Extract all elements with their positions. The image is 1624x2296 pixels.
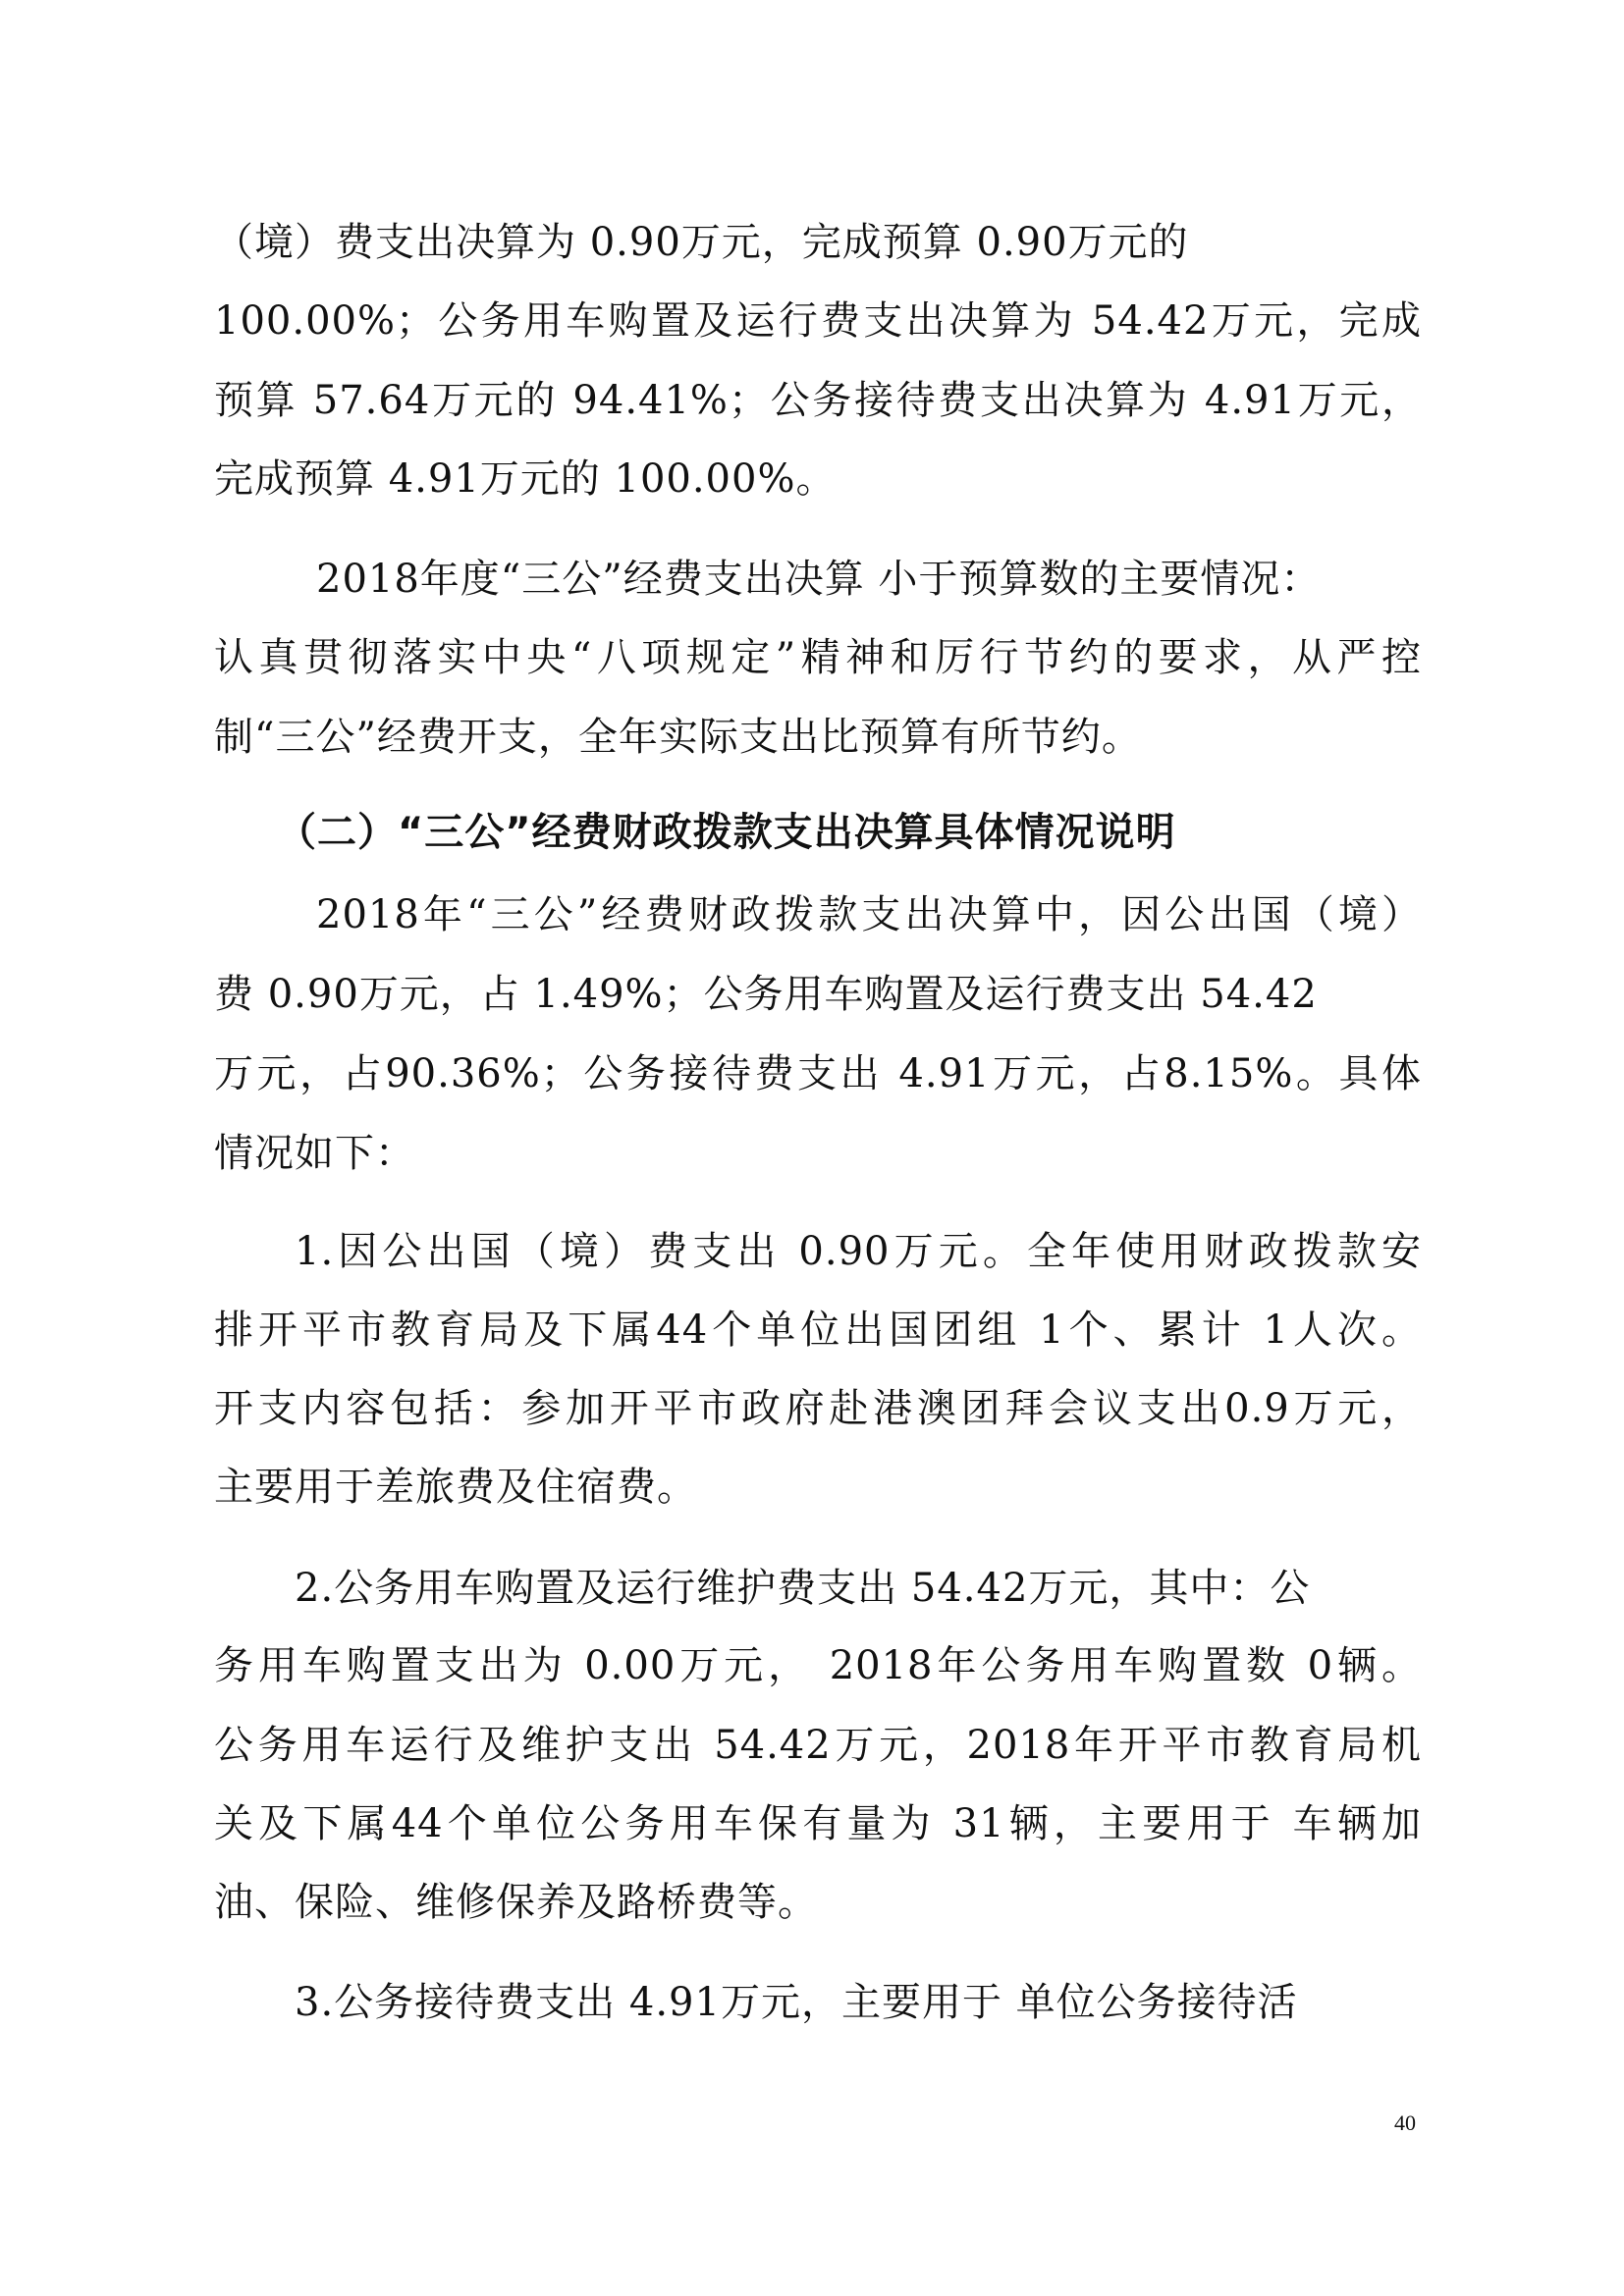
text-line-16: 主要用于差旅费及住宿费。: [214, 1465, 697, 1510]
text-line-6: 认真贯彻落实中央“八项规定”精神和厉行节约的要求，从严控: [214, 635, 1422, 680]
text-line-11: 万元，占90.36%；公务接待费支出 4.91万元，占8.15%。具体: [214, 1051, 1422, 1096]
text-line-5: 2018年度“三公”经费支出决算 小于预算数的主要情况：: [316, 557, 1322, 602]
text-line-7: 制“三公”经费开支，全年实际支出比预算有所节约。: [214, 715, 1142, 760]
text-line-17: 2.公务用车购置及运行维护费支出 54.42万元，其中：公: [295, 1566, 1311, 1611]
text-line-20: 关及下属44个单位公务用车保有量为 31辆，主要用于 车辆加: [214, 1801, 1422, 1846]
text-line-22: 3.公务接待费支出 4.91万元，主要用于 单位公务接待活: [295, 1980, 1298, 2025]
text-line-10: 费 0.90万元，占 1.49%；公务用车购置及运行费支出 54.42: [214, 972, 1318, 1017]
text-line-3: 预算 57.64万元的 94.41%；公务接待费支出决算为 4.91万元，: [214, 378, 1422, 423]
text-line-12: 情况如下：: [214, 1131, 415, 1176]
text-line-9: 2018年“三公”经费财政拨款支出决算中，因公出国（境）: [316, 892, 1422, 937]
text-line-18: 务用车购置支出为 0.00万元， 2018年公务用车购置数 0辆。: [214, 1643, 1422, 1688]
text-line-13: 1.因公出国（境）费支出 0.90万元。全年使用财政拨款安: [295, 1229, 1422, 1274]
text-line-2: 100.00%；公务用车购置及运行费支出决算为 54.42万元，完成: [214, 298, 1422, 344]
text-line-15: 开支内容包括：参加开平市政府赴港澳团拜会议支出0.9万元，: [214, 1386, 1422, 1431]
text-line-21: 油、保险、维修保养及路桥费等。: [214, 1880, 818, 1925]
text-line-4: 完成预算 4.91万元的 100.00%。: [214, 456, 837, 502]
text-line-19: 公务用车运行及维护支出 54.42万元，2018年开平市教育局机: [214, 1723, 1422, 1768]
page-number: 40: [1394, 2110, 1416, 2135]
text-line-14: 排开平市教育局及下属44个单位出国团组 1个、累计 1人次。: [214, 1308, 1422, 1353]
text-line-1: （境）费支出决算为 0.90万元，完成预算 0.90万元的: [214, 220, 1189, 265]
section-heading: （二）“三公”经费财政拨款支出决算具体情况说明: [277, 810, 1176, 855]
